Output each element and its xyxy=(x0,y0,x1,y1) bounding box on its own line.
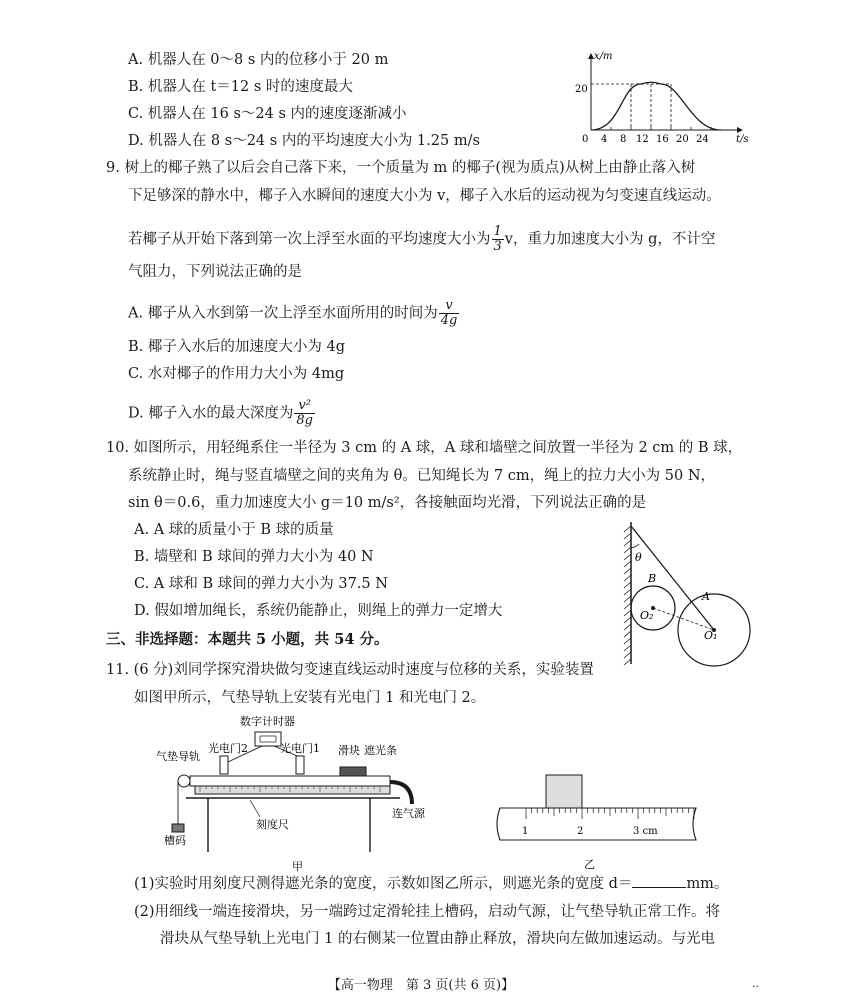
angle-arc xyxy=(631,544,639,548)
caption-jia: 甲 xyxy=(292,860,303,872)
q11-stem-1: 11. (6 分)刘同学探究滑块做匀变速直线运动时速度与位移的关系，实验装置 xyxy=(106,662,594,678)
q11-part-2-line-2: 滑块从气垫导轨上光电门 1 的右侧某一位置由静止释放，滑块向左做加速运动。与光电 xyxy=(160,931,715,947)
graph-curve xyxy=(591,82,721,130)
graph-y-label: x/m xyxy=(594,51,613,62)
q10-option-c: C. A 球和 B 球间的弹力大小为 37.5 N xyxy=(134,576,388,592)
q11-part-1: (1)实验时用刻度尺测得遮光条的宽度，示数如图乙所示，则遮光条的宽度 d＝ mm。 xyxy=(134,873,728,894)
digital-timer-icon xyxy=(255,732,281,746)
q9-option-a: A. 椰子从入水到第一次上浮至水面所用的时间为 $\frac{v}{4g}$ xyxy=(128,298,458,328)
section-3-heading: 三、非选择题：本题共 5 小题，共 54 分。 xyxy=(106,631,389,648)
timer-label: 数字计时器 xyxy=(240,715,295,728)
q10-stem-2: 系统静止时，绳与竖直墙壁之间的夹角为 θ。已知绳长为 7 cm，绳上的拉力大小为 50 N， xyxy=(128,468,716,484)
caption-yi: 乙 xyxy=(584,858,595,871)
q10-stem-1: 10. 如图所示，用轻绳系住一半径为 3 cm 的 A 球，A 球和墙壁之间放置一半径为 2 cm 的 B 球， xyxy=(106,440,743,456)
graph-x-tick: 16 xyxy=(656,134,669,145)
gate2-label: 光电门2 xyxy=(208,742,248,755)
graph-origin: 0 xyxy=(582,134,589,145)
q11-part-2-line-1: (2)用细线一端连接滑块，另一端跨过定滑轮挂上槽码，启动气源，让气垫导轨正常工作。将 xyxy=(134,904,721,920)
answer-blank[interactable] xyxy=(632,873,686,888)
q9-stem-3: 若椰子从开始下落到第一次上浮至水面的平均速度大小为 $\frac{1}{3}$ v，重力加速度大小为 g，不计空 xyxy=(128,224,716,254)
ruler-figure xyxy=(488,770,708,876)
q11-stem-2: 如图甲所示，气垫导轨上安装有光电门 1 和光电门 2。 xyxy=(134,690,486,706)
graph-y-tick-20: 20 xyxy=(575,84,588,95)
graph-x-tick: 12 xyxy=(636,134,649,145)
ruler-label: 刻度尺 xyxy=(256,818,289,831)
q9-stem-2: 下足够深的静水中，椰子入水瞬间的速度大小为 v，椰子入水后的运动视为匀变速直线运动。 xyxy=(128,188,721,204)
weights-label: 槽码 xyxy=(164,834,186,847)
gate1-label: 光电门1 xyxy=(280,742,320,755)
graph-x-tick: 4 xyxy=(601,134,608,145)
graph-x-label: t/s xyxy=(736,134,749,145)
page-footer: 【高一物理 第 3 页(共 6 页)】 xyxy=(327,978,515,993)
fraction-v2-over-8g: $\frac{\text{v²}}{8g}$ xyxy=(296,398,313,428)
ruler-tick-2: 2 xyxy=(577,826,584,837)
pulley xyxy=(178,775,190,787)
q10-option-d: D. 假如增加绳长，系统仍能静止，则绳上的弹力一定增大 xyxy=(134,603,503,619)
q9-stem-4: 气阻力，下列说法正确的是 xyxy=(128,264,302,280)
corner-mark: .. xyxy=(752,977,759,990)
q10-option-b: B. 墙壁和 B 球间的弹力大小为 40 N xyxy=(134,549,374,565)
ball-a-label: A xyxy=(702,590,710,603)
weights-block xyxy=(172,824,184,832)
ruler-tick-3cm: 3 cm xyxy=(633,826,658,837)
position-time-graph xyxy=(572,48,752,148)
graph-x-tick: 24 xyxy=(696,134,709,145)
q9-option-b: B. 椰子入水后的加速度大小为 4g xyxy=(128,339,345,355)
graph-x-tick: 8 xyxy=(620,134,627,145)
theta-label: θ xyxy=(635,551,642,564)
q9-option-c: C. 水对椰子的作用力大小为 4mg xyxy=(128,366,345,382)
fraction-one-third: $\frac{1}{3}$ xyxy=(493,224,502,254)
track-label: 气垫导轨 xyxy=(156,750,200,763)
q9-stem-1: 9. 树上的椰子熟了以后会自己落下来，一个质量为 m 的椰子(视为质点)从树上由静止落入树 xyxy=(106,160,696,176)
wall-spheres-figure xyxy=(618,518,798,680)
q10-option-a: A. A 球的质量小于 B 球的质量 xyxy=(134,522,334,538)
ball-b-label: B xyxy=(648,572,657,585)
air-source-label: 连气源 xyxy=(392,807,425,820)
q9-option-d: D. 椰子入水的最大深度为 $\frac{\text{v²}}{8g}$ xyxy=(128,398,313,428)
strip-label: 遮光条 xyxy=(364,744,397,757)
photogate-2 xyxy=(220,756,228,774)
q10-stem-3: sin θ＝0.6，重力加速度大小 g＝10 m/s²，各接触面均光滑，下列说法正确的是 xyxy=(128,495,647,511)
ruler-tick-1: 1 xyxy=(522,826,529,837)
photogate-1 xyxy=(296,756,304,774)
fraction-v-over-4g: $\frac{v}{4g}$ xyxy=(440,298,458,328)
q8-option-d: D. 机器人在 8 s～24 s 内的平均速度大小为 1.25 m/s xyxy=(128,133,480,149)
graph-x-tick: 20 xyxy=(676,134,689,145)
o1-label: O₁ xyxy=(704,629,718,642)
apparatus-figure xyxy=(150,712,450,872)
q8-option-c: C. 机器人在 16 s～24 s 内的速度逐渐减小 xyxy=(128,106,407,122)
q8-option-a: A. 机器人在 0～8 s 内的位移小于 20 m xyxy=(128,52,389,68)
o2-label: O₂ xyxy=(640,609,654,622)
slider-label: 滑块 xyxy=(338,744,360,757)
shading-strip xyxy=(546,775,582,809)
q8-option-b: B. 机器人在 t＝12 s 时的速度最大 xyxy=(128,79,353,95)
